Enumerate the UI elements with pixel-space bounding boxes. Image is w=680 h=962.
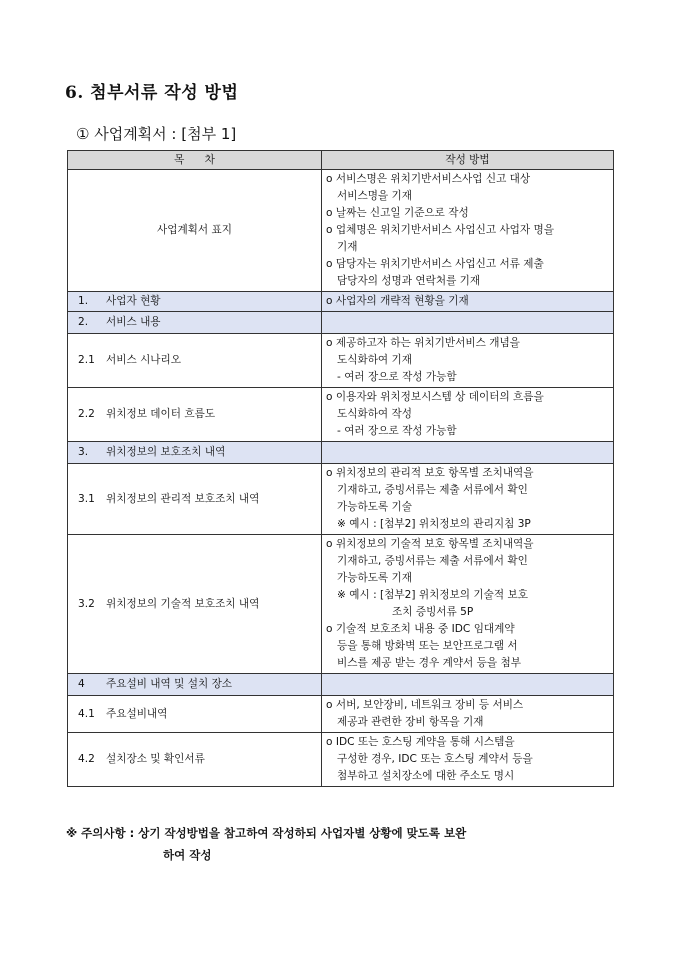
table-row [68, 442, 614, 464]
row-label: 사업자 현황 [106, 295, 161, 307]
row-number: 3.2 [78, 597, 95, 610]
method-line: 서비스명을 기재 [337, 190, 413, 202]
row-item [68, 170, 322, 292]
row-number: 4 [78, 678, 85, 690]
method-line: 기재 [337, 241, 358, 253]
table-header-row [68, 151, 614, 170]
row-method [322, 442, 614, 464]
row-method [322, 312, 614, 334]
table-row [68, 535, 614, 674]
row-label: 서비스 시나리오 [106, 354, 182, 366]
method-line: o IDC 또는 호스팅 계약을 통해 시스템을 [326, 736, 515, 748]
table-row [68, 464, 614, 535]
row-label: 사업계획서 표지 [156, 224, 232, 236]
row-method [322, 170, 614, 292]
row-label: 위치정보 데이터 흐름도 [106, 408, 216, 420]
row-item [68, 464, 322, 535]
subsection-heading: ① 사업계획서 : [첨부 1] [76, 125, 237, 143]
method-line: 도식화하여 작성 [337, 408, 413, 420]
method-line: o 기술적 보호조치 내용 중 IDC 임대계약 [326, 623, 515, 635]
table-row [68, 696, 614, 733]
method-line: o 담당자는 위치기반서비스 사업신고 서류 제출 [326, 258, 544, 270]
method-line: 담당자의 성명과 연락처를 기재 [337, 275, 481, 287]
method-line: o 위치정보의 관리적 보호 항목별 조치내역을 [326, 467, 534, 479]
row-method [322, 674, 614, 696]
row-method [322, 535, 614, 674]
attachment-guide-table [67, 150, 614, 787]
row-number: 2.2 [78, 408, 95, 420]
header-method: 작성 방법 [322, 151, 614, 170]
method-line: o 서버, 보안장비, 네트워크 장비 등 서비스 [326, 699, 524, 711]
row-number: 2. [78, 316, 89, 328]
row-method [322, 388, 614, 442]
row-method [322, 292, 614, 312]
row-number: 3.1 [78, 492, 95, 505]
table-row [68, 334, 614, 388]
row-item [68, 334, 322, 388]
table-row [68, 292, 614, 312]
method-line: 가능하도록 기술 [337, 501, 413, 513]
row-item [68, 442, 322, 464]
table-row [68, 170, 614, 292]
row-item [68, 733, 322, 787]
row-item [68, 312, 322, 334]
table-row [68, 674, 614, 696]
row-method [322, 464, 614, 535]
method-line: o 업체명은 위치기반서비스 사업신고 사업자 명을 [326, 224, 554, 236]
row-label: 주요설비 내역 및 설치 장소 [106, 678, 233, 690]
row-number: 2.1 [78, 354, 95, 366]
caution-note-line1: ※ 주의사항 : 상기 작성방법을 참고하여 작성하되 사업자별 상황에 맞도록 보완 [66, 826, 467, 840]
caution-note [66, 822, 466, 866]
table-row [68, 733, 614, 787]
row-method [322, 733, 614, 787]
method-line: 등을 통해 방화벽 또는 보안프로그램 서 [337, 640, 518, 652]
method-line: 제공과 관련한 장비 항목을 기재 [337, 716, 484, 728]
row-label: 위치정보의 관리적 보호조치 내역 [106, 492, 260, 505]
row-label: 위치정보의 보호조치 내역 [106, 446, 226, 458]
row-item [68, 388, 322, 442]
row-method [322, 696, 614, 733]
method-line: - 여러 장으로 작성 가능함 [337, 371, 457, 383]
method-line: 구성한 경우, IDC 또는 호스팅 계약서 등을 [337, 753, 533, 765]
method-line: 기재하고, 증빙서류는 제출 서류에서 확인 [337, 555, 528, 567]
header-contents: 목 차 [68, 151, 322, 170]
table-row [68, 312, 614, 334]
caution-note-line2: 하여 작성 [163, 848, 212, 862]
method-line: o 제공하고자 하는 위치기반서비스 개념을 [326, 337, 520, 349]
row-item [68, 674, 322, 696]
method-line: o 위치정보의 기술적 보호 항목별 조치내역을 [326, 538, 534, 550]
method-line: 기재하고, 증빙서류는 제출 서류에서 확인 [337, 484, 528, 496]
method-line: o 사업자의 개략적 현황을 기재 [326, 295, 469, 307]
row-item [68, 292, 322, 312]
row-method [322, 334, 614, 388]
row-number: 3. [78, 446, 89, 458]
method-line: ※ 예시 : [첨부2] 위치정보의 관리지침 3P [337, 518, 531, 530]
method-line: - 여러 장으로 작성 가능함 [337, 425, 457, 437]
row-label: 위치정보의 기술적 보호조치 내역 [106, 597, 260, 610]
method-line: 첨부하고 설치장소에 대한 주소도 명시 [337, 770, 515, 782]
row-number: 1. [78, 295, 89, 307]
method-line: 도식화하여 기재 [337, 354, 413, 366]
method-line: ※ 예시 : [첨부2] 위치정보의 기술적 보호 [337, 589, 528, 601]
method-line: 가능하도록 기재 [337, 572, 413, 584]
row-number: 4.1 [78, 707, 95, 720]
row-item [68, 696, 322, 733]
row-number: 4.2 [78, 753, 95, 765]
row-item [68, 535, 322, 674]
row-label: 주요설비내역 [106, 707, 168, 720]
section-heading: 6. 첨부서류 작성 방법 [65, 83, 239, 103]
row-label: 설치장소 및 확인서류 [106, 753, 205, 765]
table-body [68, 170, 614, 787]
method-line: 조치 증빙서류 5P [392, 606, 474, 618]
method-line: o 서비스명은 위치기반서비스사업 신고 대상 [326, 173, 531, 185]
method-line: o 날짜는 신고일 기준으로 작성 [326, 207, 469, 219]
method-line: o 이용자와 위치정보시스템 상 데이터의 흐름을 [326, 391, 544, 403]
method-line: 비스를 제공 받는 경우 계약서 등을 첨부 [337, 657, 521, 669]
table-row [68, 388, 614, 442]
row-label: 서비스 내용 [106, 316, 161, 328]
